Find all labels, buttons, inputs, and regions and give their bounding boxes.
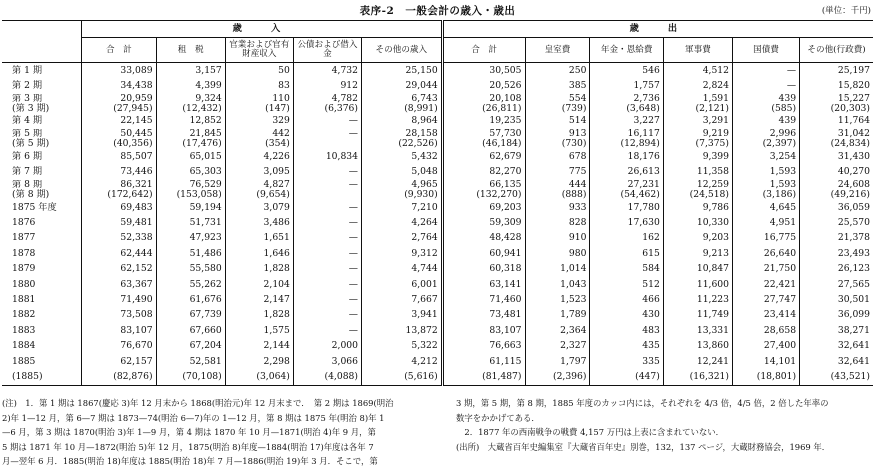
data-cell: — [293,308,361,323]
data-cell: 62,444 [82,246,156,261]
data-cell: 5,322 [361,338,442,353]
data-cell: 86,321 (172,642) [82,180,156,200]
data-cell: 4,732 [293,63,361,79]
data-cell: 24,608 (49,216) [800,180,873,200]
data-cell: 83 [225,78,293,93]
data-cell: 678 [525,149,590,164]
row-label: 第 4 期 [12,115,43,127]
data-cell: 82,270 [442,165,525,180]
data-cell: 62,152 [82,262,156,277]
notes-right [456,396,875,454]
data-cell: 13,331 [663,323,732,338]
data-cell: 50 [225,63,293,79]
data-cell: 11,749 [663,308,732,323]
data-cell: 14,101 [733,354,800,369]
data-cell: 3,254 [733,149,800,164]
table-row [2,292,873,307]
data-cell: 83,107 [442,323,525,338]
data-cell: 912 [293,78,361,93]
data-cell: 2,298 [225,354,293,369]
data-cell: 20,108 (26,811) [442,94,525,114]
table-row [2,149,873,164]
data-cell: 1,757 [590,78,663,93]
data-cell: (82,876) [82,369,156,385]
data-cell: 31,042 (24,834) [800,129,873,149]
table-row [2,94,873,114]
data-cell: 1,014 [525,262,590,277]
data-cell: 1,591 (2,121) [663,94,732,114]
data-cell: 61,115 [442,354,525,369]
data-cell: 19,235 [442,114,525,129]
data-cell: 514 [525,114,590,129]
data-cell: 10,847 [663,262,732,277]
data-cell: 23,414 [733,308,800,323]
data-cell: (5,616) [361,369,442,385]
data-cell: — [293,277,361,292]
table-row [2,165,873,180]
data-cell: — [293,246,361,261]
data-cell: 26,123 [800,262,873,277]
data-cell: 25,150 [361,63,442,79]
data-cell: 51,731 [156,215,225,230]
data-cell: — [293,262,361,277]
data-cell: 335 [590,354,663,369]
data-cell: 1,646 [225,246,293,261]
data-cell: 13,872 [361,323,442,338]
data-cell: 980 [525,246,590,261]
data-cell: 16,117 (12,894) [590,129,663,149]
data-cell: 162 [590,231,663,246]
data-cell: 36,059 [800,200,873,215]
data-cell: 3,291 [663,114,732,129]
row-label: 1885 [12,355,36,367]
data-cell: 6,001 [361,277,442,292]
row-label: 1878 [12,247,36,259]
data-cell: 3,227 [590,114,663,129]
data-cell: 9,324 (12,432) [156,94,225,114]
data-cell: 9,399 [663,149,732,164]
column-header: 皇室費 [525,38,590,63]
data-cell: 57,730 (46,184) [442,129,525,149]
data-cell: 2,364 [525,323,590,338]
data-cell: 12,259 (24,518) [663,180,732,200]
data-cell: 55,580 [156,262,225,277]
data-cell: 16,775 [733,231,800,246]
data-cell: 3,486 [225,215,293,230]
data-cell: 22,421 [733,277,800,292]
table-row [2,308,873,323]
data-cell: 6,743 (8,991) [361,94,442,114]
data-cell: 2,996 (2,397) [733,129,800,149]
data-cell: 910 [525,231,590,246]
table-body [2,63,873,386]
column-header: 租 税 [156,38,225,63]
data-cell: 33,089 [82,63,156,79]
column-header: 公債および借入金 [293,38,361,63]
data-cell: — [293,165,361,180]
data-cell: 21,845 (17,476) [156,129,225,149]
column-header: 年金・恩給費 [590,38,663,63]
data-cell: — [293,180,361,200]
row-label: 第 2 期 [12,80,43,92]
data-cell: 47,923 [156,231,225,246]
data-cell: 59,194 [156,200,225,215]
data-cell: 7,667 [361,292,442,307]
data-cell: 73,446 [82,165,156,180]
row-label: 1876 [12,217,36,229]
data-cell: 61,676 [156,292,225,307]
data-cell: 20,959 (27,945) [82,94,156,114]
data-cell: 32,641 [800,354,873,369]
data-cell: 9,786 [663,200,732,215]
table-row [2,231,873,246]
data-cell: 2,104 [225,277,293,292]
table-row [2,114,873,129]
table-row [2,215,873,230]
table-row [2,369,873,385]
data-cell: 32,641 [800,338,873,353]
notes-left [2,396,440,469]
data-cell: 40,270 [800,165,873,180]
data-cell: 1,789 [525,308,590,323]
data-cell: 442 (354) [225,129,293,149]
data-cell: 60,318 [442,262,525,277]
data-cell: 21,750 [733,262,800,277]
data-cell: 1,828 [225,308,293,323]
data-cell: 5,432 [361,149,442,164]
corner-cell-2 [2,38,82,63]
data-cell: 775 [525,165,590,180]
data-cell: 4,212 [361,354,442,369]
data-cell: 55,262 [156,277,225,292]
row-label: 第 6 期 [12,150,43,162]
data-cell: 8,964 [361,114,442,129]
data-cell: 1,797 [525,354,590,369]
data-cell: 25,570 [800,215,873,230]
data-cell: 51,486 [156,246,225,261]
corner-cell [2,21,82,38]
data-cell: 59,481 [82,215,156,230]
data-cell: (81,487) [442,369,525,385]
data-cell: 2,736 (3,648) [590,94,663,114]
data-cell: 615 [590,246,663,261]
data-cell: — [293,323,361,338]
note-line: 2)年 1—12 月，第 6—7 期は 1873—74(明治 6—7)年の 1—12 月，第 8 期は 1875 年(明治 8)年 1 [2,412,385,423]
data-cell: 52,581 [156,354,225,369]
table-row [2,323,873,338]
data-cell: 13,860 [663,338,732,353]
data-cell: 12,241 [663,354,732,369]
data-cell: 913 (730) [525,129,590,149]
data-cell: — [733,63,800,79]
data-cell: 63,367 [82,277,156,292]
data-cell: 27,231 (54,462) [590,180,663,200]
data-cell: 67,739 [156,308,225,323]
data-cell: 36,099 [800,308,873,323]
note-line: (出所) 大蔵省百年史編集室『大蔵省百年史』別巻，132，137 ページ，大蔵財務協会，1969 年． [456,441,831,452]
data-cell: 2,764 [361,231,442,246]
data-cell: 73,481 [442,308,525,323]
data-cell: 9,203 [663,231,732,246]
data-cell: 21,378 [800,231,873,246]
data-cell: 3,066 [293,354,361,369]
data-cell: 329 [225,114,293,129]
note-line: —6 月，第 3 期は 1870(明治 3)年 1—9 月，第 4 期は 1870 年 10 月—1871(明治 4)年 9 月，第 [2,427,376,437]
data-cell: 4,645 [733,200,800,215]
data-cell: 11,223 [663,292,732,307]
data-cell: 65,015 [156,149,225,164]
data-cell: 4,965 (9,930) [361,180,442,200]
data-cell: 11,764 [800,114,873,129]
table-row [2,200,873,215]
data-cell: 69,203 [442,200,525,215]
data-cell: 65,303 [156,165,225,180]
data-cell: 933 [525,200,590,215]
data-cell: 34,438 [82,78,156,93]
unit-label: (単位：千円) [821,6,871,16]
data-cell: — [293,129,361,149]
table-row [2,277,873,292]
row-label: 1879 [12,263,36,275]
data-cell: 3,941 [361,308,442,323]
data-cell: 71,490 [82,292,156,307]
data-cell: 4,512 [663,63,732,79]
data-cell: 3,157 [156,63,225,79]
data-cell: 30,501 [800,292,873,307]
data-cell: 4,226 [225,149,293,164]
data-cell: 10,330 [663,215,732,230]
data-cell: 1,575 [225,323,293,338]
note-line: 2．1877 年の西南戦争の戦費 4,157 万円は上表に含まれていない． [456,427,724,437]
data-cell: (4,088) [293,369,361,385]
budget-table [2,20,873,386]
data-cell: 3,095 [225,165,293,180]
data-cell: 1,593 [733,165,800,180]
data-cell: 11,358 [663,165,732,180]
table-title: 表序-2 一般会計の歳入・歳出 [359,5,516,17]
table-row [2,246,873,261]
data-cell: 4,264 [361,215,442,230]
data-cell: 76,670 [82,338,156,353]
column-header: 合 計 [82,38,156,63]
data-cell: 1,828 [225,262,293,277]
data-cell: 1,523 [525,292,590,307]
data-cell: 4,744 [361,262,442,277]
table-row [2,78,873,93]
note-line: 3 期，第 5 期，第 8 期，1885 年度のカッコ内には，それぞれを 4/3 倍，4/5 倍，2 倍した年率の [456,398,829,408]
column-header: 官業および官有財産収入 [225,38,293,63]
data-cell: 63,141 [442,277,525,292]
table-row [2,129,873,149]
data-cell: 67,204 [156,338,225,353]
column-header: その他(行政費) [800,38,873,63]
data-cell: 554 (739) [525,94,590,114]
row-label: 第 3 期 (第 3 期) [12,93,50,114]
row-label: 第 5 期 (第 5 期) [12,129,50,150]
data-cell: 38,271 [800,323,873,338]
data-cell: 66,135 (132,270) [442,180,525,200]
data-cell: 9,312 [361,246,442,261]
data-cell: 50,445 (40,356) [82,129,156,149]
data-cell: 584 [590,262,663,277]
data-cell: 76,529 (153,058) [156,180,225,200]
data-cell: 20,526 [442,78,525,93]
data-cell: — [293,114,361,129]
data-cell: 26,640 [733,246,800,261]
data-cell: 52,338 [82,231,156,246]
data-cell: 546 [590,63,663,79]
data-cell: 18,176 [590,149,663,164]
data-cell: 4,827 (9,654) [225,180,293,200]
data-cell: (447) [590,369,663,385]
data-cell: 828 [525,215,590,230]
expenditure-group-header: 歳 出 [442,21,873,38]
column-header: 国債費 [733,38,800,63]
revenue-group-header: 歳 入 [82,21,443,38]
data-cell: 12,852 [156,114,225,129]
data-cell: 7,210 [361,200,442,215]
data-cell: 11,600 [663,277,732,292]
data-cell: 512 [590,277,663,292]
data-cell: 3,079 [225,200,293,215]
data-cell: (2,396) [525,369,590,385]
data-cell: 250 [525,63,590,79]
data-cell: 15,820 [800,78,873,93]
data-cell: 71,460 [442,292,525,307]
column-header: 合 計 [442,38,525,63]
data-cell: (18,801) [733,369,800,385]
data-cell: 2,147 [225,292,293,307]
data-cell: 439 [733,114,800,129]
data-cell: — [733,78,800,93]
data-cell: (3,064) [225,369,293,385]
data-cell: 1,651 [225,231,293,246]
data-cell: 10,834 [293,149,361,164]
data-cell: 444 (888) [525,180,590,200]
data-cell: (43,521) [800,369,873,385]
data-cell: — [293,231,361,246]
data-cell: 2,824 [663,78,732,93]
data-cell: 60,941 [442,246,525,261]
data-cell: 67,660 [156,323,225,338]
data-cell: 76,663 [442,338,525,353]
data-cell: 4,782 (6,376) [293,94,361,114]
data-cell: 385 [525,78,590,93]
note-line: 数字をかかげてある． [456,412,540,423]
data-cell: 435 [590,338,663,353]
data-cell: 27,747 [733,292,800,307]
row-label: 第 7 期 [12,166,43,178]
data-cell: 9,213 [663,246,732,261]
data-cell: 22,145 [82,114,156,129]
row-label: 1884 [12,340,36,352]
row-label: 1880 [12,278,36,290]
data-cell: 1,043 [525,277,590,292]
data-cell: 1,593 (3,186) [733,180,800,200]
data-cell: 83,107 [82,323,156,338]
data-cell: 15,227 (20,303) [800,94,873,114]
data-cell: 9,219 (7,375) [663,129,732,149]
data-cell: 29,044 [361,78,442,93]
data-cell: 5,048 [361,165,442,180]
data-cell: (16,321) [663,369,732,385]
data-cell: 17,630 [590,215,663,230]
note-line: 月—翌年 6 月．1885(明治 18)年度は 1885(明治 18)年 7 月—1886(明治 19)年 3 月．そこで，第 [2,456,378,466]
data-cell: 2,327 [525,338,590,353]
data-cell: 62,679 [442,149,525,164]
data-cell: 85,507 [82,149,156,164]
data-cell: 62,157 [82,354,156,369]
column-header: 軍事費 [663,38,732,63]
row-label: 1883 [12,324,36,336]
table-row [2,262,873,277]
table-row [2,338,873,353]
row-label: 1881 [12,293,36,305]
table-row [2,180,873,200]
data-cell: 30,505 [442,63,525,79]
data-cell: 27,400 [733,338,800,353]
data-cell: 28,158 (22,526) [361,129,442,149]
data-cell: 69,483 [82,200,156,215]
row-label: (1885) [2,369,82,385]
data-cell: 4,399 [156,78,225,93]
data-cell: 26,613 [590,165,663,180]
data-cell: 28,658 [733,323,800,338]
data-cell: — [293,292,361,307]
row-label: 1875 年度 [12,201,57,213]
table-row [2,63,873,79]
row-label: 第 1 期 [12,64,43,76]
column-header: その他の歳入 [361,38,442,63]
data-cell: 483 [590,323,663,338]
data-cell: 31,430 [800,149,873,164]
data-cell: 439 (585) [733,94,800,114]
data-cell: 430 [590,308,663,323]
data-cell: 110 (147) [225,94,293,114]
table-row [2,354,873,369]
data-cell: 23,493 [800,246,873,261]
data-cell: 25,197 [800,63,873,79]
data-cell: 73,508 [82,308,156,323]
data-cell: 59,309 [442,215,525,230]
row-label: 第 8 期 (第 8 期) [12,179,50,200]
data-cell: — [293,215,361,230]
data-cell: 48,428 [442,231,525,246]
row-label: 1877 [12,232,36,244]
note-line: (注) 1．第 1 期は 1867(慶応 3)年 12 月末から 1868(明治元)年 12 月末まで． 第 2 期は 1869(明治 [2,398,394,408]
data-cell: 27,565 [800,277,873,292]
row-label: 1882 [12,309,36,321]
note-line: 5 期は 1871 年 10 月—1872(明治 5)年 12 月，1875(明治 8)年度—1884(明治 17)年度は各年 7 [2,441,374,452]
data-cell: — [293,200,361,215]
data-cell: 4,951 [733,215,800,230]
data-cell: (70,108) [156,369,225,385]
data-cell: 17,780 [590,200,663,215]
data-cell: 466 [590,292,663,307]
data-cell: 2,144 [225,338,293,353]
data-cell: 2,000 [293,338,361,353]
